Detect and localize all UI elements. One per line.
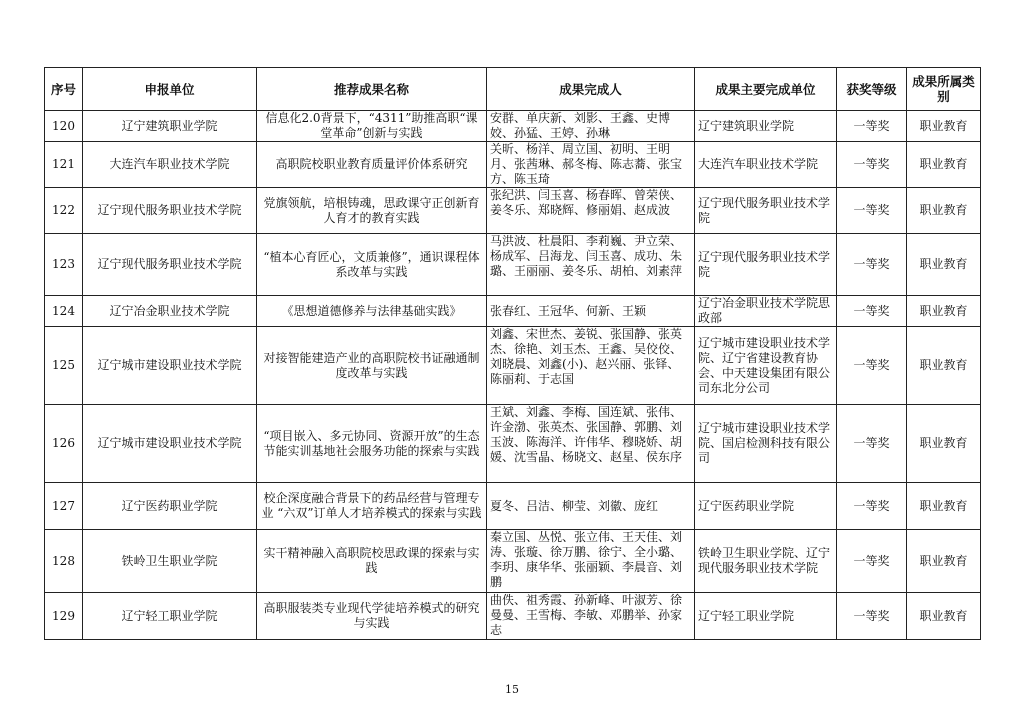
row-title: 实干精神融入高职院校思政课的探索与实践 xyxy=(257,530,487,593)
row-no: 122 xyxy=(45,188,83,234)
header-title: 推荐成果名称 xyxy=(257,68,487,111)
row-category: 职业教育 xyxy=(907,483,981,530)
table-row xyxy=(45,111,981,142)
row-category: 职业教育 xyxy=(907,296,981,327)
row-people: 马洪波、杜晨阳、李莉巍、尹立荣、杨成军、吕海龙、闫玉喜、成功、朱璐、王丽丽、姜冬乐、胡柏、刘素萍 xyxy=(487,234,695,296)
row-category: 职业教育 xyxy=(907,234,981,296)
header-people: 成果完成人 xyxy=(487,68,695,111)
row-no: 120 xyxy=(45,111,83,142)
row-category: 职业教育 xyxy=(907,111,981,142)
row-no: 128 xyxy=(45,530,83,593)
row-people: 王斌、刘鑫、李梅、国连斌、张伟、许金渤、张英杰、张国静、郭鹏、刘玉波、陈海洋、许伟华、穆晓娇、胡媛、沈雪晶、杨晓文、赵星、侯东序 xyxy=(487,405,695,483)
row-org: 辽宁现代服务职业技术学院 xyxy=(695,234,837,296)
row-level: 一等奖 xyxy=(837,111,907,142)
row-people: 张纪洪、闫玉喜、杨春晖、曾荣侠、姜冬乐、郑晓辉、修丽娟、赵成波 xyxy=(487,188,695,234)
row-title: 《思想道德修养与法律基础实践》 xyxy=(257,296,487,327)
row-unit: 辽宁轻工职业学院 xyxy=(83,593,257,640)
row-title: 党旗领航，培根铸魂，思政课守正创新育人育才的教育实践 xyxy=(257,188,487,234)
header-org: 成果主要完成单位 xyxy=(695,68,837,111)
row-unit: 辽宁现代服务职业技术学院 xyxy=(83,188,257,234)
row-title: “植本心育匠心，文质兼修”，通识课程体系改革与实践 xyxy=(257,234,487,296)
row-title: 高职院校职业教育质量评价体系研究 xyxy=(257,142,487,188)
row-level: 一等奖 xyxy=(837,327,907,405)
row-level: 一等奖 xyxy=(837,483,907,530)
row-level: 一等奖 xyxy=(837,593,907,640)
row-level: 一等奖 xyxy=(837,234,907,296)
row-level: 一等奖 xyxy=(837,405,907,483)
table-row xyxy=(45,483,981,530)
row-unit: 辽宁医药职业学院 xyxy=(83,483,257,530)
row-unit: 铁岭卫生职业学院 xyxy=(83,530,257,593)
row-category: 职业教育 xyxy=(907,142,981,188)
row-org: 辽宁城市建设职业技术学院、国启检测科技有限公司 xyxy=(695,405,837,483)
row-people: 夏冬、吕洁、柳莹、刘徽、庞红 xyxy=(487,483,695,530)
row-no: 124 xyxy=(45,296,83,327)
row-people: 秦立国、丛悦、张立伟、王天佳、刘涛、张璇、徐万鹏、徐宁、全小璐、李玥、康华华、张丽颖、李晨音、刘鹏 xyxy=(487,530,695,593)
table-row xyxy=(45,405,981,483)
row-people: 张春红、王冠华、何新、王颖 xyxy=(487,296,695,327)
row-title: 信息化2.0背景下，“4311”助推高职“课堂革命”创新与实践 xyxy=(257,111,487,142)
row-title: “项目嵌入、多元协同、资源开放”的生态节能实训基地社会服务功能的探索与实践 xyxy=(257,405,487,483)
table-row xyxy=(45,593,981,640)
row-org: 辽宁现代服务职业技术学院 xyxy=(695,188,837,234)
row-category: 职业教育 xyxy=(907,405,981,483)
row-category: 职业教育 xyxy=(907,327,981,405)
awards-table xyxy=(44,67,981,640)
table-row xyxy=(45,530,981,593)
row-org: 铁岭卫生职业学院、辽宁现代服务职业技术学院 xyxy=(695,530,837,593)
row-no: 126 xyxy=(45,405,83,483)
row-unit: 辽宁冶金职业技术学院 xyxy=(83,296,257,327)
row-no: 123 xyxy=(45,234,83,296)
row-no: 121 xyxy=(45,142,83,188)
row-people: 关昕、杨洋、周立国、初明、王明月、张茜琳、郝冬梅、陈志蕎、张宝方、陈玉琦 xyxy=(487,142,695,188)
table-row xyxy=(45,327,981,405)
row-unit: 辽宁现代服务职业技术学院 xyxy=(83,234,257,296)
row-org: 辽宁建筑职业学院 xyxy=(695,111,837,142)
row-no: 125 xyxy=(45,327,83,405)
row-title: 校企深度融合背景下的药品经营与管理专业 “六双”订单人才培养模式的探索与实践 xyxy=(257,483,487,530)
row-unit: 辽宁城市建设职业技术学院 xyxy=(83,405,257,483)
row-unit: 大连汽车职业技术学院 xyxy=(83,142,257,188)
row-unit: 辽宁建筑职业学院 xyxy=(83,111,257,142)
row-org: 辽宁轻工职业学院 xyxy=(695,593,837,640)
header-row xyxy=(45,68,981,111)
row-unit: 辽宁城市建设职业技术学院 xyxy=(83,327,257,405)
row-title: 高职服装类专业现代学徒培养模式的研究与实践 xyxy=(257,593,487,640)
row-category: 职业教育 xyxy=(907,530,981,593)
row-people: 安群、单庆新、刘影、王鑫、史博姣、孙猛、王婷、孙琳 xyxy=(487,111,695,142)
row-category: 职业教育 xyxy=(907,188,981,234)
row-level: 一等奖 xyxy=(837,530,907,593)
table-row xyxy=(45,296,981,327)
row-no: 127 xyxy=(45,483,83,530)
table-row xyxy=(45,234,981,296)
table-row xyxy=(45,142,981,188)
row-people: 刘鑫、宋世杰、姜锐、张国静、张英杰、徐艳、刘玉杰、王鑫、吴佼佼、刘晓晨、刘鑫(小)、赵兴丽、张铎、陈丽莉、于志国 xyxy=(487,327,695,405)
row-org: 大连汽车职业技术学院 xyxy=(695,142,837,188)
row-category: 职业教育 xyxy=(907,593,981,640)
row-level: 一等奖 xyxy=(837,142,907,188)
row-title: 对接智能建造产业的高职院校书证融通制度改革与实践 xyxy=(257,327,487,405)
row-no: 129 xyxy=(45,593,83,640)
header-no: 序号 xyxy=(45,68,83,111)
row-level: 一等奖 xyxy=(837,296,907,327)
row-org: 辽宁医药职业学院 xyxy=(695,483,837,530)
row-people: 曲佚、祖秀霞、孙新峰、叶淑芳、徐曼曼、王雪梅、李敏、邓鹏举、孙家志 xyxy=(487,593,695,640)
row-level: 一等奖 xyxy=(837,188,907,234)
header-category: 成果所属类别 xyxy=(907,68,981,111)
row-org: 辽宁冶金职业技术学院思政部 xyxy=(695,296,837,327)
header-level: 获奖等级 xyxy=(837,68,907,111)
row-org: 辽宁城市建设职业技术学院、辽宁省建设教育协会、中天建设集团有限公司东北分公司 xyxy=(695,327,837,405)
page-number: 15 xyxy=(505,683,519,696)
header-unit: 申报单位 xyxy=(83,68,257,111)
table-row xyxy=(45,188,981,234)
